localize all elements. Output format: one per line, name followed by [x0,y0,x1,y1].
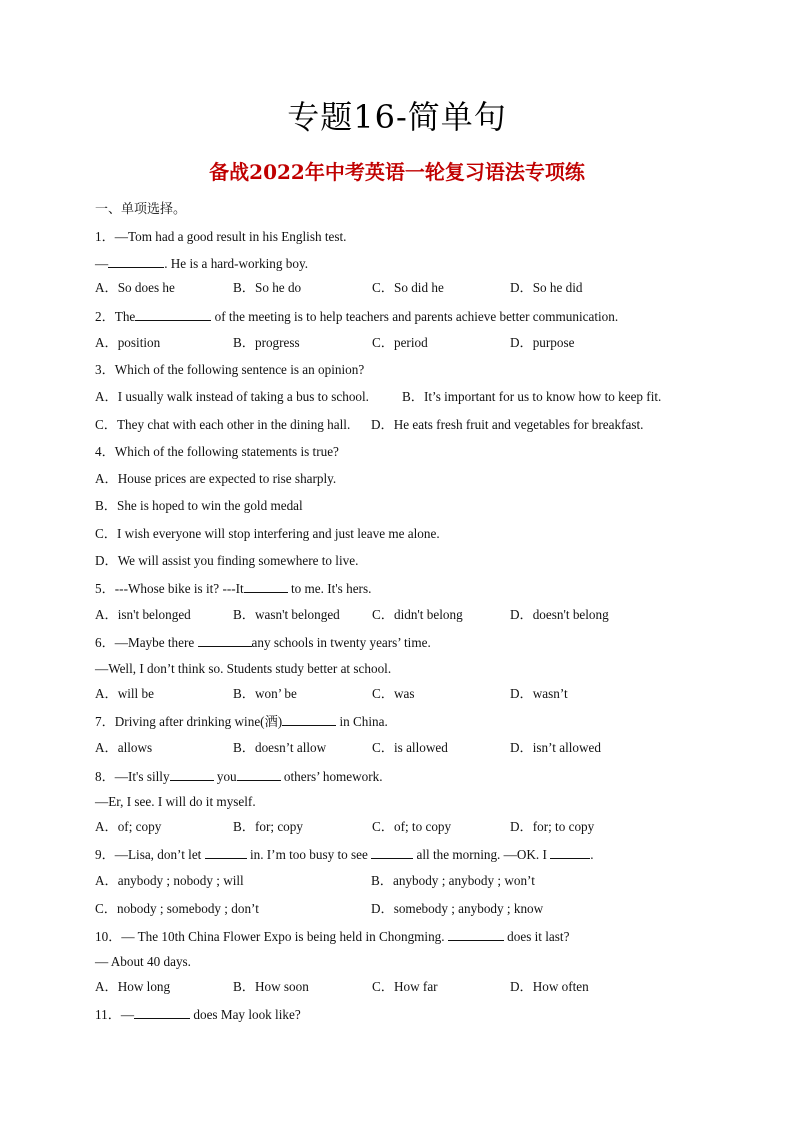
answer-blank[interactable] [135,307,211,321]
answer-blank[interactable] [282,712,336,726]
question-7-stem: 7．Driving after drinking wine(酒) in China. [95,714,388,729]
question-6-stem: 6．—Maybe there any schools in twenty years’ time. [95,635,431,650]
question-8-stem: 8．—It's silly you others’ homework. [95,769,383,784]
q6-option-a: A．will be [95,686,154,701]
q4-option-d: D．We will assist you finding somewhere to live. [95,553,359,568]
question-2-stem: 2．The of the meeting is to help teachers and parents achieve better communication. [95,309,619,324]
answer-blank[interactable] [244,579,288,593]
q6-option-d: D．wasn’t [510,686,568,701]
q7-option-a: A．allows [95,740,153,755]
q9-option-b: B．anybody ; anybody ; won’t [371,873,535,888]
q4-option-b: B．She is hoped to win the gold medal [95,498,303,513]
q2-option-a: A．position [95,335,161,350]
q8-option-b: B．for; copy [233,819,303,834]
q1-option-a: A．So does he [95,280,175,295]
answer-blank[interactable] [371,845,413,859]
q3-option-b: B．It’s important for us to know how to keep fit. [402,389,662,404]
q4-option-c: C．I wish everyone will stop interfering and just leave me alone. [95,526,440,541]
q10-option-b: B．How soon [233,979,309,994]
q10-option-c: C．How far [372,979,438,994]
question-1-stem: 1．—Tom had a good result in his English test. [95,229,347,244]
q3-option-d: D．He eats fresh fruit and vegetables for breakfast. [371,417,644,432]
q9-option-d: D．somebody ; anybody ; know [371,901,544,916]
q3-option-c: C．They chat with each other in the dining hall. [95,417,351,432]
answer-blank[interactable] [134,1005,190,1019]
q1-option-d: D．So he did [510,280,583,295]
answer-blank[interactable] [108,254,164,268]
q2-option-d: D．purpose [510,335,575,350]
q4-option-a: A．House prices are expected to rise sharply. [95,471,337,486]
question-3-stem: 3．Which of the following sentence is an opinion? [95,362,365,377]
question-9-stem: 9．—Lisa, don’t let in. I’m too busy to see all the morning. —OK. I . [95,847,594,862]
q10-option-d: D．How often [510,979,589,994]
q7-option-b: B．doesn’t allow [233,740,327,755]
question-10-stem: 10．— The 10th China Flower Expo is being held in Chongming. does it last? [95,929,570,944]
answer-blank[interactable] [237,767,281,781]
q7-option-d: D．isn’t allowed [510,740,601,755]
answer-blank[interactable] [205,845,247,859]
q8-option-c: C．of; to copy [372,819,452,834]
answer-blank[interactable] [448,927,504,941]
question-10-response: — About 40 days. [95,954,191,969]
section-heading: 一、单项选择。 [95,202,187,217]
question-4-stem: 4．Which of the following statements is true? [95,444,339,459]
q3-option-a: A．I usually walk instead of taking a bus to school. [95,389,369,404]
q6-option-c: C．was [372,686,415,701]
q1-option-b: B．So he do [233,280,302,295]
q5-option-c: C．didn't belong [372,607,463,622]
page-subtitle: 备战2022年中考英语一轮复习语法专项练 [209,160,585,184]
q8-option-d: D．for; to copy [510,819,595,834]
question-8-response: —Er, I see. I will do it myself. [95,794,256,809]
q8-option-a: A．of; copy [95,819,162,834]
q10-option-a: A．How long [95,979,171,994]
q6-option-b: B．won’ be [233,686,297,701]
page-title: 专题16-简单句 [287,98,507,136]
q1-option-c: C．So did he [372,280,444,295]
q5-option-d: D．doesn't belong [510,607,609,622]
q2-option-b: B．progress [233,335,300,350]
q7-option-c: C．is allowed [372,740,448,755]
answer-blank[interactable] [198,633,252,647]
q9-option-a: A．anybody ; nobody ; will [95,873,244,888]
question-11-stem: 11．— does May look like? [95,1007,301,1022]
q9-option-c: C．nobody ; somebody ; don’t [95,901,259,916]
answer-blank[interactable] [550,845,590,859]
answer-blank[interactable] [170,767,214,781]
q2-option-c: C．period [372,335,428,350]
question-6-response: —Well, I don’t think so. Students study better at school. [95,661,392,676]
question-1-response: — . He is a hard-working boy. [95,256,308,271]
q5-option-a: A．isn't belonged [95,607,191,622]
q5-option-b: B．wasn't belonged [233,607,340,622]
question-5-stem: 5．---Whose bike is it? ---It to me. It's hers. [95,581,372,596]
